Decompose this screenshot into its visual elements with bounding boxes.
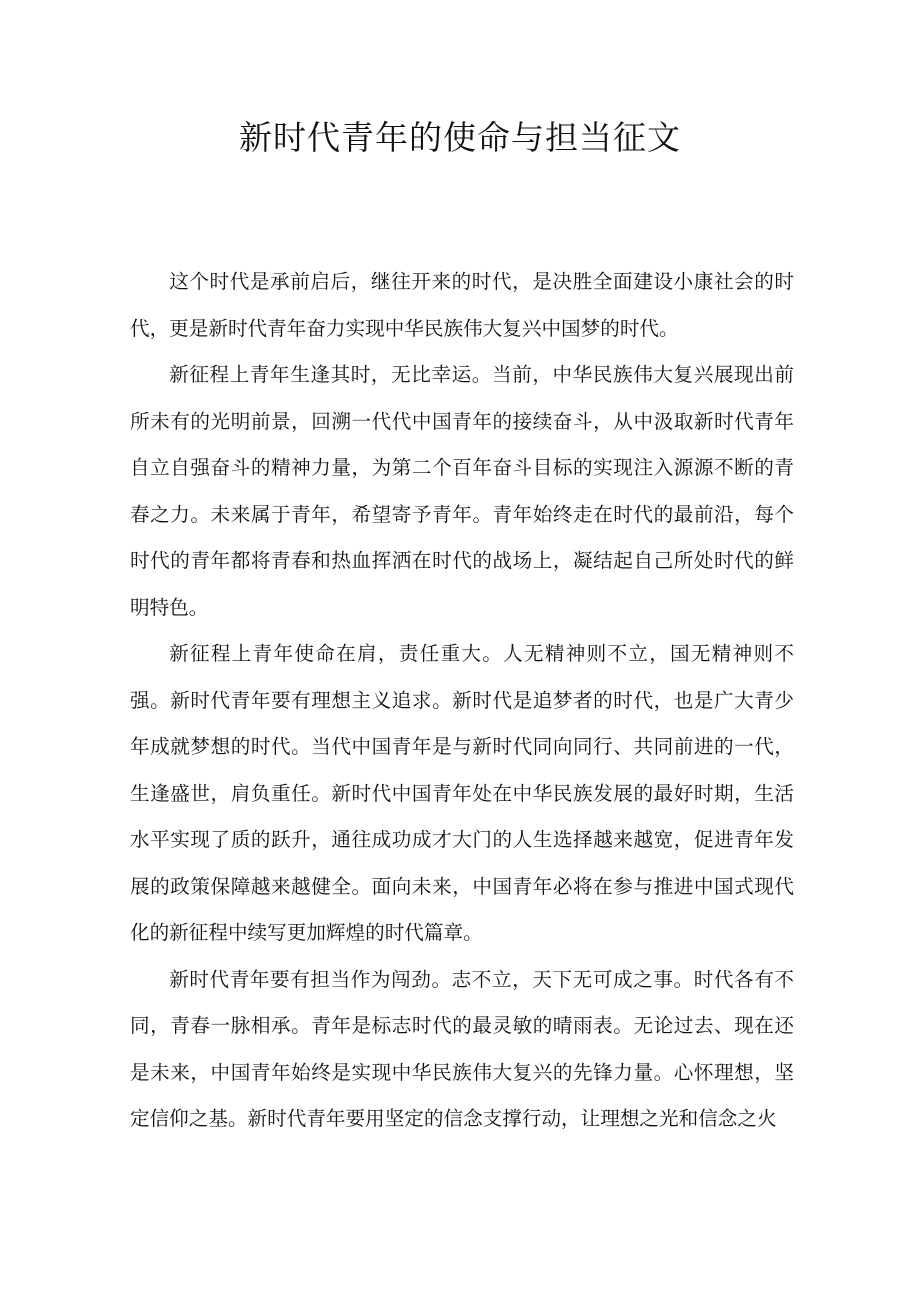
paragraph-2: 新征程上青年生逢其时，无比幸运。当前，中华民族伟大复兴展现出前所未有的光明前景，回溯一代代中国青年的接续奋斗，从中汲取新时代青年自立自强奋斗的精神力量，为第二个百年奋斗目标的实现注入源源不断的青春之力。未来属于青年，希望寄予青年。青年始终走在时代的最前沿，每个时代的青年都将青春和热血挥洒在时代的战场上，凝结起自己所处时代的鲜明特色。 bbox=[130, 363, 794, 619]
paragraph-1: 这个时代是承前启后，继往开来的时代，是决胜全面建设小康社会的时代，更是新时代青年奋力实现中华民族伟大复兴中国梦的时代。 bbox=[130, 270, 794, 340]
paragraph-3: 新征程上青年使命在肩，责任重大。人无精神则不立，国无精神则不强。新时代青年要有理想主义追求。新时代是追梦者的时代，也是广大青少年成就梦想的时代。当代中国青年是与新时代同向同行、共同前进的一代，生逢盛世，肩负重任。新时代中国青年处在中华民族发展的最好时期，生活水平实现了质的跃升，通往成功成才大门的人生选择越来越宽，促进青年发展的政策保障越来越健全。面向未来，中国青年必将在参与推进中国式现代化的新征程中续写更加辉煌的时代篇章。 bbox=[130, 642, 794, 944]
document-body bbox=[130, 259, 794, 1143]
paragraph-4: 新时代青年要有担当作为闯劲。志不立，天下无可成之事。时代各有不同，青春一脉相承。青年是标志时代的最灵敏的晴雨表。无论过去、现在还是未来，中国青年始终是实现中华民族伟大复兴的先锋力量。心怀理想，坚定信仰之基。新时代青年要用坚定的信念支撑行动，让理想之光和信念之火 bbox=[130, 967, 794, 1130]
document-title: 新时代青年的使命与担当征文 bbox=[239, 118, 681, 157]
